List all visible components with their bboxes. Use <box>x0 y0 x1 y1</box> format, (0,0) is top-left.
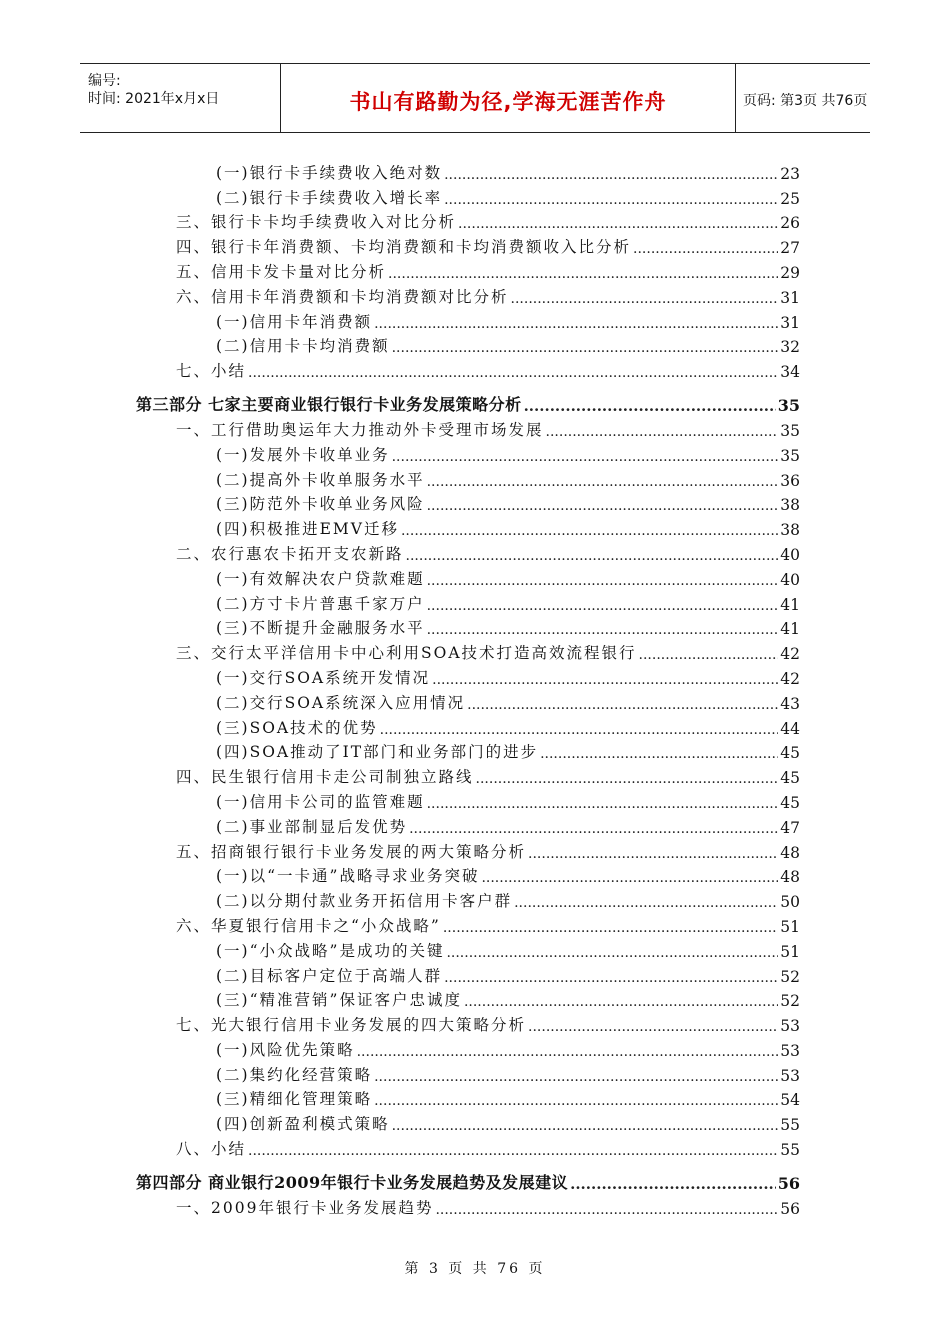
toc-entry-title: (四)积极推进EMV迁移 <box>216 520 399 539</box>
toc-dot-leader <box>374 1093 778 1109</box>
toc-dot-leader <box>374 1069 778 1085</box>
header-motto-cell <box>280 64 736 132</box>
toc-entry-title: (三)“精准营销”保证客户忠诚度 <box>216 991 462 1010</box>
toc-entry[interactable] <box>136 738 800 763</box>
toc-dot-leader <box>427 796 779 812</box>
toc-entry[interactable] <box>136 514 800 539</box>
toc-entry[interactable] <box>136 1035 800 1060</box>
toc-entry-title: (一)信用卡公司的监管难题 <box>216 792 425 811</box>
toc-entry-page: 53 <box>780 1041 800 1060</box>
toc-entry-title: (三)不断提升金融服务水平 <box>216 619 425 638</box>
toc-entry[interactable] <box>136 787 800 812</box>
toc-entry-page: 56 <box>777 1174 800 1194</box>
toc-entry[interactable] <box>136 490 800 515</box>
table-of-contents <box>136 158 800 1218</box>
toc-entry[interactable] <box>136 936 800 961</box>
toc-dot-leader <box>633 241 778 257</box>
toc-entry[interactable] <box>136 663 800 688</box>
toc-entry-title: 六、信用卡年消费额和卡均消费额对比分析 <box>176 287 509 306</box>
toc-dot-leader <box>357 1044 779 1060</box>
toc-entry[interactable] <box>136 332 800 357</box>
toc-entry-title: (一)有效解决农户贷款难题 <box>216 569 425 588</box>
toc-entry-title: (一)风险优先策略 <box>216 1040 355 1059</box>
toc-entry-page: 41 <box>780 620 800 639</box>
toc-entry-title: (二)集约化经营策略 <box>216 1065 373 1084</box>
toc-entry[interactable] <box>136 465 800 490</box>
toc-entry-page: 36 <box>780 471 800 490</box>
toc-entry-title: (二)方寸卡片普惠千家万户 <box>216 594 425 613</box>
toc-entry-title: (四)SOA推动了IT部门和业务部门的进步 <box>216 743 539 762</box>
toc-entry-title: (一)发展外卡收单业务 <box>216 445 390 464</box>
toc-entry[interactable] <box>136 539 800 564</box>
toc-entry[interactable] <box>136 911 800 936</box>
toc-entry-title: 四、民生银行信用卡走公司制独立路线 <box>176 768 474 787</box>
doc-code-label: 编号: <box>88 73 121 89</box>
toc-entry-page: 26 <box>780 214 800 233</box>
toc-entry[interactable] <box>136 1085 800 1110</box>
toc-entry[interactable] <box>136 208 800 233</box>
toc-dot-leader <box>392 340 779 356</box>
toc-dot-leader <box>248 365 778 381</box>
toc-entry-page: 44 <box>780 719 800 738</box>
toc-entry-title: (一)信用卡年消费额 <box>216 312 373 331</box>
toc-entry[interactable] <box>136 415 800 440</box>
toc-entry-title: 六、华夏银行信用卡之“小众战略” <box>176 916 441 935</box>
toc-entry-page: 41 <box>780 595 800 614</box>
toc-entry[interactable] <box>136 986 800 1011</box>
toc-entry-page: 55 <box>780 1141 800 1160</box>
toc-entry-title: 三、交行太平洋信用卡中心利用SOA技术打造高效流程银行 <box>176 644 637 663</box>
toc-dot-leader <box>570 1175 776 1193</box>
toc-dot-leader <box>443 920 778 936</box>
header-page-cell <box>735 64 870 132</box>
toc-entry[interactable] <box>136 589 800 614</box>
toc-entry-page: 51 <box>780 917 800 936</box>
toc-dot-leader <box>392 449 779 465</box>
toc-dot-leader <box>406 548 779 564</box>
toc-entry[interactable] <box>136 307 800 332</box>
toc-entry-page: 38 <box>780 496 800 515</box>
toc-entry-title: (三)精细化管理策略 <box>216 1090 373 1109</box>
toc-entry-title: (二)以分期付款业务开拓信用卡客户群 <box>216 892 513 911</box>
toc-dot-leader <box>427 622 779 638</box>
toc-entry-page: 31 <box>780 313 800 332</box>
toc-dot-leader <box>514 895 778 911</box>
toc-entry-page: 43 <box>780 694 800 713</box>
toc-dot-leader <box>248 1143 778 1159</box>
toc-entry-title: (二)提高外卡收单服务水平 <box>216 470 425 489</box>
toc-dot-leader <box>464 994 778 1010</box>
toc-dot-leader <box>524 397 776 415</box>
toc-entry-page: 52 <box>780 967 800 986</box>
toc-entry-page: 25 <box>780 189 800 208</box>
toc-entry-page: 42 <box>780 669 800 688</box>
toc-entry-title: (二)交行SOA系统深入应用情况 <box>216 693 466 712</box>
toc-dot-leader <box>392 1118 779 1134</box>
toc-dot-leader <box>427 573 779 589</box>
toc-entry-title: 一、2009年银行卡业务发展趋势 <box>176 1198 434 1217</box>
toc-entry-title: (三)防范外卡收单业务风险 <box>216 495 425 514</box>
toc-entry-page: 35 <box>780 446 800 465</box>
toc-part-heading[interactable] <box>136 381 800 415</box>
toc-entry[interactable] <box>136 1010 800 1035</box>
toc-entry-title: 第四部分 商业银行2009年银行卡业务发展趋势及发展建议 <box>136 1173 569 1193</box>
toc-entry-page: 34 <box>780 363 800 382</box>
toc-dot-leader <box>444 192 778 208</box>
toc-entry-title: (二)事业部制显后发优势 <box>216 817 408 836</box>
toc-entry-page: 48 <box>780 843 800 862</box>
toc-entry[interactable] <box>136 257 800 282</box>
toc-entry-page: 35 <box>777 396 800 416</box>
doc-time-label: 时间: 2021年x月x日 <box>88 91 220 107</box>
toc-entry-page: 42 <box>780 645 800 664</box>
toc-entry-page: 40 <box>780 545 800 564</box>
toc-entry[interactable] <box>136 837 800 862</box>
toc-entry-title: (四)创新盈利模式策略 <box>216 1115 390 1134</box>
toc-entry-page: 53 <box>780 1017 800 1036</box>
toc-entry-title: (一)交行SOA系统开发情况 <box>216 668 431 687</box>
toc-entry-title: 五、招商银行银行卡业务发展的两大策略分析 <box>176 842 527 861</box>
toc-entry[interactable] <box>136 1134 800 1159</box>
toc-entry-page: 45 <box>780 769 800 788</box>
toc-dot-leader <box>458 216 778 232</box>
toc-dot-leader <box>639 647 779 663</box>
toc-dot-leader <box>427 598 779 614</box>
toc-dot-leader <box>528 846 778 862</box>
page-footer: 第 3 页 共 76 页 <box>404 1261 546 1277</box>
toc-dot-leader <box>435 1202 778 1218</box>
toc-entry-title: 二、农行惠农卡拓开支农新路 <box>176 544 404 563</box>
toc-entry-title: 八、小结 <box>176 1140 247 1159</box>
toc-entry[interactable] <box>136 614 800 639</box>
toc-entry-page: 31 <box>780 288 800 307</box>
toc-entry-title: (二)银行卡手续费收入增长率 <box>216 188 443 207</box>
toc-entry-title: (一)“小众战略”是成功的关键 <box>216 941 445 960</box>
toc-entry-page: 40 <box>780 570 800 589</box>
toc-entry-page: 23 <box>780 164 800 183</box>
toc-dot-leader <box>444 167 778 183</box>
toc-part-heading[interactable] <box>136 1159 800 1193</box>
toc-entry-title: 七、小结 <box>176 362 247 381</box>
toc-dot-leader <box>476 771 779 787</box>
toc-entry-page: 45 <box>780 744 800 763</box>
toc-entry-title: 五、信用卡发卡量对比分析 <box>176 262 387 281</box>
toc-entry[interactable] <box>136 183 800 208</box>
toc-entry-page: 47 <box>780 818 800 837</box>
toc-entry[interactable] <box>136 1193 800 1218</box>
toc-entry[interactable] <box>136 1060 800 1085</box>
toc-entry[interactable] <box>136 282 800 307</box>
toc-dot-leader <box>432 672 778 688</box>
toc-entry-page: 50 <box>780 893 800 912</box>
toc-dot-leader <box>546 424 779 440</box>
toc-entry-title: (二)目标客户定位于高端人群 <box>216 966 443 985</box>
toc-entry[interactable] <box>136 961 800 986</box>
page-info: 页码: 第3页 共76页 <box>743 93 868 109</box>
toc-entry-title: 一、工行借助奥运年大力推动外卡受理市场发展 <box>176 420 544 439</box>
toc-dot-leader <box>511 291 779 307</box>
toc-entry[interactable] <box>136 356 800 381</box>
toc-entry[interactable] <box>136 638 800 663</box>
toc-entry-page: 55 <box>780 1116 800 1135</box>
toc-dot-leader <box>481 870 778 886</box>
toc-entry[interactable] <box>136 158 800 183</box>
toc-entry[interactable] <box>136 713 800 738</box>
toc-entry-page: 29 <box>780 263 800 282</box>
toc-dot-leader <box>380 722 779 738</box>
toc-entry-page: 54 <box>780 1091 800 1110</box>
toc-entry[interactable] <box>136 862 800 887</box>
toc-dot-leader <box>388 266 778 282</box>
toc-dot-leader <box>446 945 778 961</box>
toc-entry-title: (一)以“一卡通”战略寻求业务突破 <box>216 867 480 886</box>
toc-entry[interactable] <box>136 564 800 589</box>
toc-entry[interactable] <box>136 1109 800 1134</box>
toc-entry[interactable] <box>136 812 800 837</box>
toc-dot-leader <box>444 970 778 986</box>
toc-entry[interactable] <box>136 886 800 911</box>
toc-entry-title: (二)信用卡卡均消费额 <box>216 337 390 356</box>
toc-entry-title: (三)SOA技术的优势 <box>216 718 378 737</box>
toc-entry-page: 32 <box>780 338 800 357</box>
toc-dot-leader <box>540 746 778 762</box>
toc-dot-leader <box>401 523 778 539</box>
toc-entry[interactable] <box>136 440 800 465</box>
toc-dot-leader <box>427 474 779 490</box>
toc-entry-page: 52 <box>780 992 800 1011</box>
toc-dot-leader <box>374 316 778 332</box>
toc-entry-page: 56 <box>780 1199 800 1218</box>
toc-entry-title: 三、银行卡卡均手续费收入对比分析 <box>176 213 457 232</box>
motto-text: 书山有路勤为径,学海无涯苦作舟 <box>349 90 667 114</box>
toc-entry-title: 第三部分 七家主要商业银行银行卡业务发展策略分析 <box>136 395 522 415</box>
toc-entry-page: 45 <box>780 793 800 812</box>
toc-entry-title: 四、银行卡年消费额、卡均消费额和卡均消费额收入比分析 <box>176 238 632 257</box>
toc-entry-page: 51 <box>780 942 800 961</box>
header-meta-cell <box>80 64 280 132</box>
toc-entry-page: 53 <box>780 1066 800 1085</box>
toc-entry-page: 35 <box>780 421 800 440</box>
toc-entry-title: (一)银行卡手续费收入绝对数 <box>216 163 443 182</box>
toc-dot-leader <box>528 1019 778 1035</box>
toc-entry[interactable] <box>136 762 800 787</box>
toc-entry-title: 七、光大银行信用卡业务发展的四大策略分析 <box>176 1016 527 1035</box>
toc-entry-page: 27 <box>780 239 800 258</box>
toc-dot-leader <box>427 498 779 514</box>
page-header <box>80 63 870 133</box>
toc-entry-page: 48 <box>780 868 800 887</box>
toc-dot-leader <box>409 821 778 837</box>
toc-entry[interactable] <box>136 232 800 257</box>
toc-dot-leader <box>467 697 778 713</box>
toc-entry-page: 38 <box>780 521 800 540</box>
toc-entry[interactable] <box>136 688 800 713</box>
